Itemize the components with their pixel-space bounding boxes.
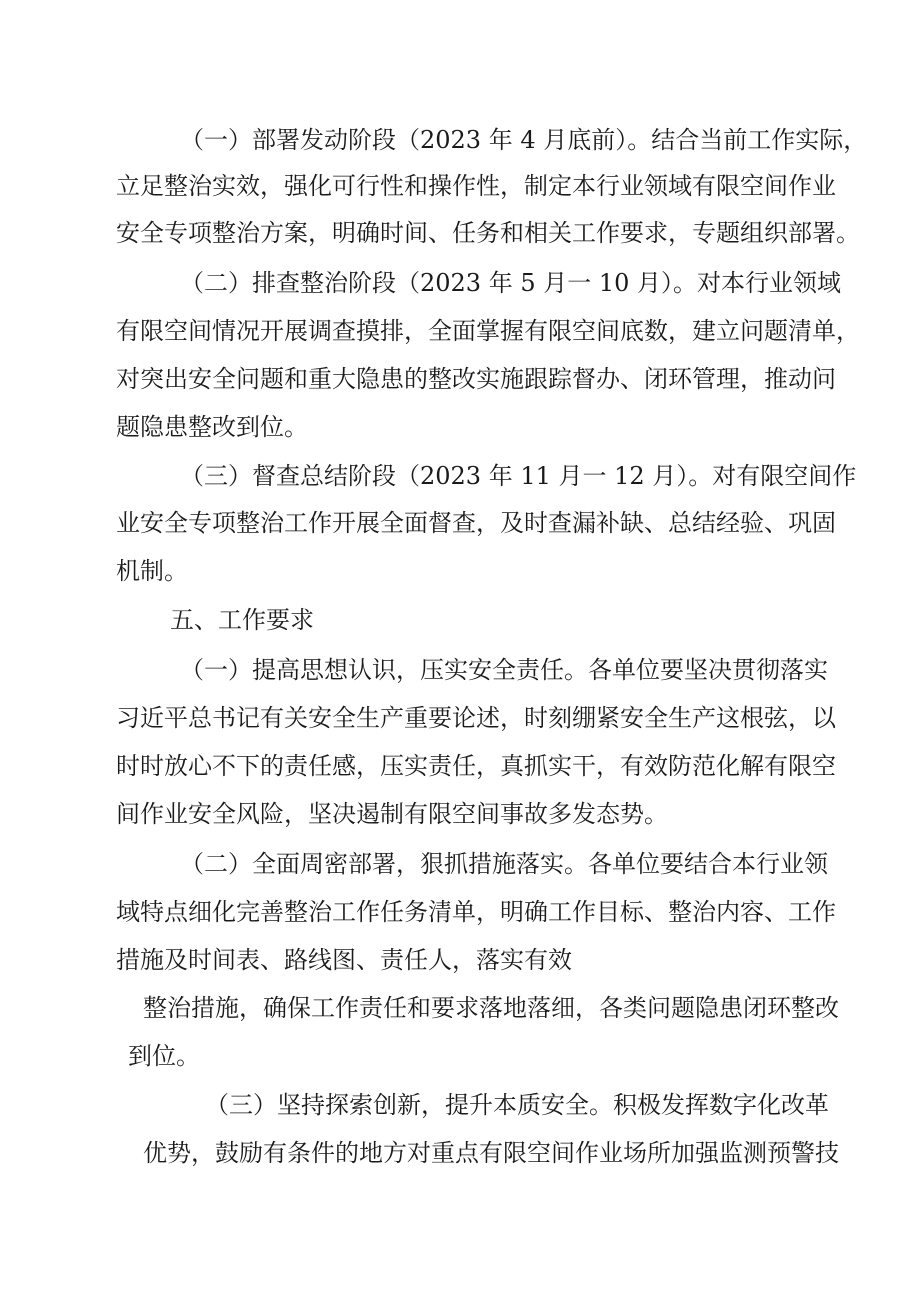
paragraph-line: 立足整治实效，强化可行性和操作性，制定本行业领域有限空间作业 <box>116 172 836 200</box>
paragraph-line: （三）坚持探索创新，提升本质安全。积极发挥数字化改革 <box>205 1091 829 1119</box>
paragraph-line: 到位。 <box>128 1042 200 1070</box>
paragraph-line: 整治措施，确保工作责任和要求落地落细，各类问题隐患闭环整改 <box>143 994 839 1022</box>
paragraph-line: （二）全面周密部署，狠抓措施落实。各单位要结合本行业领 <box>180 850 828 878</box>
paragraph-line: 优势，鼓励有条件的地方对重点有限空间作业场所加强监测预警技 <box>143 1139 839 1167</box>
paragraph-line: 域特点细化完善整治工作任务清单，明确工作目标、整治内容、工作 <box>116 898 836 926</box>
paragraph-line: 间作业安全风险，坚决遏制有限空间事故多发态势。 <box>116 800 668 828</box>
paragraph-line: （一）部署发动阶段（2023 年 4 月底前）。结合当前工作实际， <box>180 126 868 154</box>
paragraph-line: 措施及时间表、路线图、责任人，落实有效 <box>116 946 572 974</box>
paragraph-line: 业安全专项整治工作开展全面督查，及时查漏补缺、总结经验、巩固 <box>116 509 836 537</box>
paragraph-line: （二）排查整治阶段（2023 年 5 月一 10 月）。对本行业领域 <box>180 269 842 297</box>
paragraph-line: 时时放心不下的责任感，压实责任，真抓实干，有效防范化解有限空 <box>116 752 836 780</box>
paragraph-line: （三）督查总结阶段（2023 年 11 月一 12 月）。对有限空间作 <box>180 462 857 490</box>
paragraph-line: 安全专项整治方案，明确时间、任务和相关工作要求，专题组织部署。 <box>116 219 860 247</box>
paragraph-line: （一）提高思想认识，压实安全责任。各单位要坚决贯彻落实 <box>180 656 828 684</box>
paragraph-line: 题隐患整改到位。 <box>116 413 308 441</box>
paragraph-line: 有限空间情况开展调查摸排，全面掌握有限空间底数，建立问题清单， <box>116 317 860 345</box>
section-heading: 五、工作要求 <box>170 606 314 634</box>
paragraph-line: 机制。 <box>116 557 188 585</box>
paragraph-line: 对突出安全问题和重大隐患的整改实施跟踪督办、闭环管理，推动问 <box>116 365 836 393</box>
paragraph-line: 习近平总书记有关安全生产重要论述，时刻绷紧安全生产这根弦，以 <box>116 704 836 732</box>
